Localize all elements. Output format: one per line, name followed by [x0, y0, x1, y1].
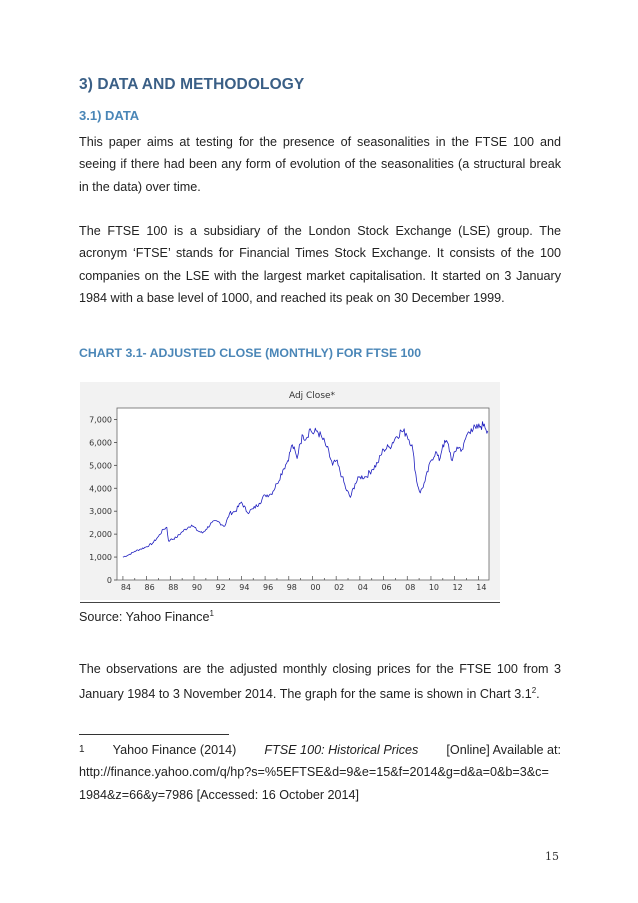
- y-tick-label: 4,000: [89, 484, 112, 494]
- y-tick-label: 3,000: [89, 507, 112, 517]
- subsection-heading: 3.1) DATA: [79, 108, 140, 123]
- y-tick-label: 2,000: [89, 530, 112, 540]
- x-tick-label: 14: [476, 583, 487, 592]
- footnote-url[interactable]: http://finance.yahoo.com/q/hp?s=%5EFTSE&d=9&e=15&f=2014&g=d&a=0&b=3&c=: [79, 765, 549, 780]
- source-caption: [79, 609, 214, 624]
- x-tick-label: 88: [168, 583, 179, 592]
- footnote-title: FTSE 100: Historical Prices: [264, 743, 419, 757]
- section-heading: 3) DATA AND METHODOLOGY: [79, 76, 305, 93]
- y-tick-label: 1,000: [89, 553, 112, 563]
- paragraph-intro: This paper aims at testing for the presence of seasonalities in the FTSE 100 and seeing if there had been any form of evolution of the seasonalities (a structural break in the data) over time.: [79, 135, 561, 194]
- adj-close-chart: [80, 382, 500, 600]
- x-tick-label: 02: [334, 583, 345, 592]
- plot-area: [117, 408, 489, 580]
- x-tick-label: 04: [357, 583, 368, 592]
- paragraph-ftse-description: The FTSE 100 is a subsidiary of the London Stock Exchange (LSE) group. The acronym ‘FTSE’ stands for Financial Times Stock Exchange. It consists of the 100 companies on the LSE with the largest market capitalisation. It started on 3 January 1984 with a base level of 1000, and reached its peak on 30 December 1999.: [79, 224, 561, 305]
- page-number: 15: [545, 850, 559, 863]
- footnote-1: [79, 739, 561, 806]
- source-text: Source: Yahoo Finance: [79, 610, 210, 625]
- footnote-ref-1[interactable]: 1: [209, 609, 214, 618]
- y-tick-label: 6,000: [89, 438, 112, 448]
- x-tick-label: 08: [405, 583, 416, 592]
- y-tick-label: 0: [106, 576, 112, 585]
- chart-frame: [80, 382, 500, 600]
- paragraph-observations: [79, 658, 561, 706]
- y-axis: [89, 415, 117, 585]
- y-tick-label: 5,000: [89, 461, 112, 471]
- x-tick-label: 94: [239, 583, 250, 592]
- x-tick-label: 86: [144, 583, 155, 592]
- chart-heading: CHART 3.1- ADJUSTED CLOSE (MONTHLY) FOR FTSE 100: [79, 346, 422, 360]
- x-tick-label: 12: [452, 583, 463, 592]
- chart-underline: [80, 602, 500, 603]
- footnote-author: Yahoo Finance (2014): [112, 743, 237, 757]
- observations-text: The observations are the adjusted monthly closing prices for the FTSE 100 from 3 January 1984 to 3 November 2014. The graph for the same is shown in Chart 3.1: [79, 662, 561, 702]
- x-tick-label: 10: [428, 583, 440, 592]
- footnote-separator: [79, 734, 229, 735]
- y-tick-label: 7,000: [89, 415, 112, 425]
- footnote-first-line: [79, 739, 561, 761]
- footnote-available: [Online] Available at:: [446, 743, 561, 757]
- x-tick-label: 96: [262, 583, 274, 592]
- x-tick-label: 90: [191, 583, 203, 592]
- x-tick-label: 06: [381, 583, 392, 592]
- x-tick-label: 98: [286, 583, 297, 592]
- x-tick-label: 00: [310, 583, 321, 592]
- footnote-mark: 1: [79, 744, 85, 755]
- footnote-ref-2[interactable]: 2: [531, 686, 537, 696]
- x-tick-label: 84: [120, 583, 132, 592]
- chart-title: Adj Close*: [288, 391, 336, 401]
- x-tick-label: 92: [215, 583, 226, 592]
- footnote-url-end: 1984&z=66&y=7986 [Accessed: 16 October 2014]: [79, 787, 360, 802]
- observations-end: .: [536, 687, 540, 702]
